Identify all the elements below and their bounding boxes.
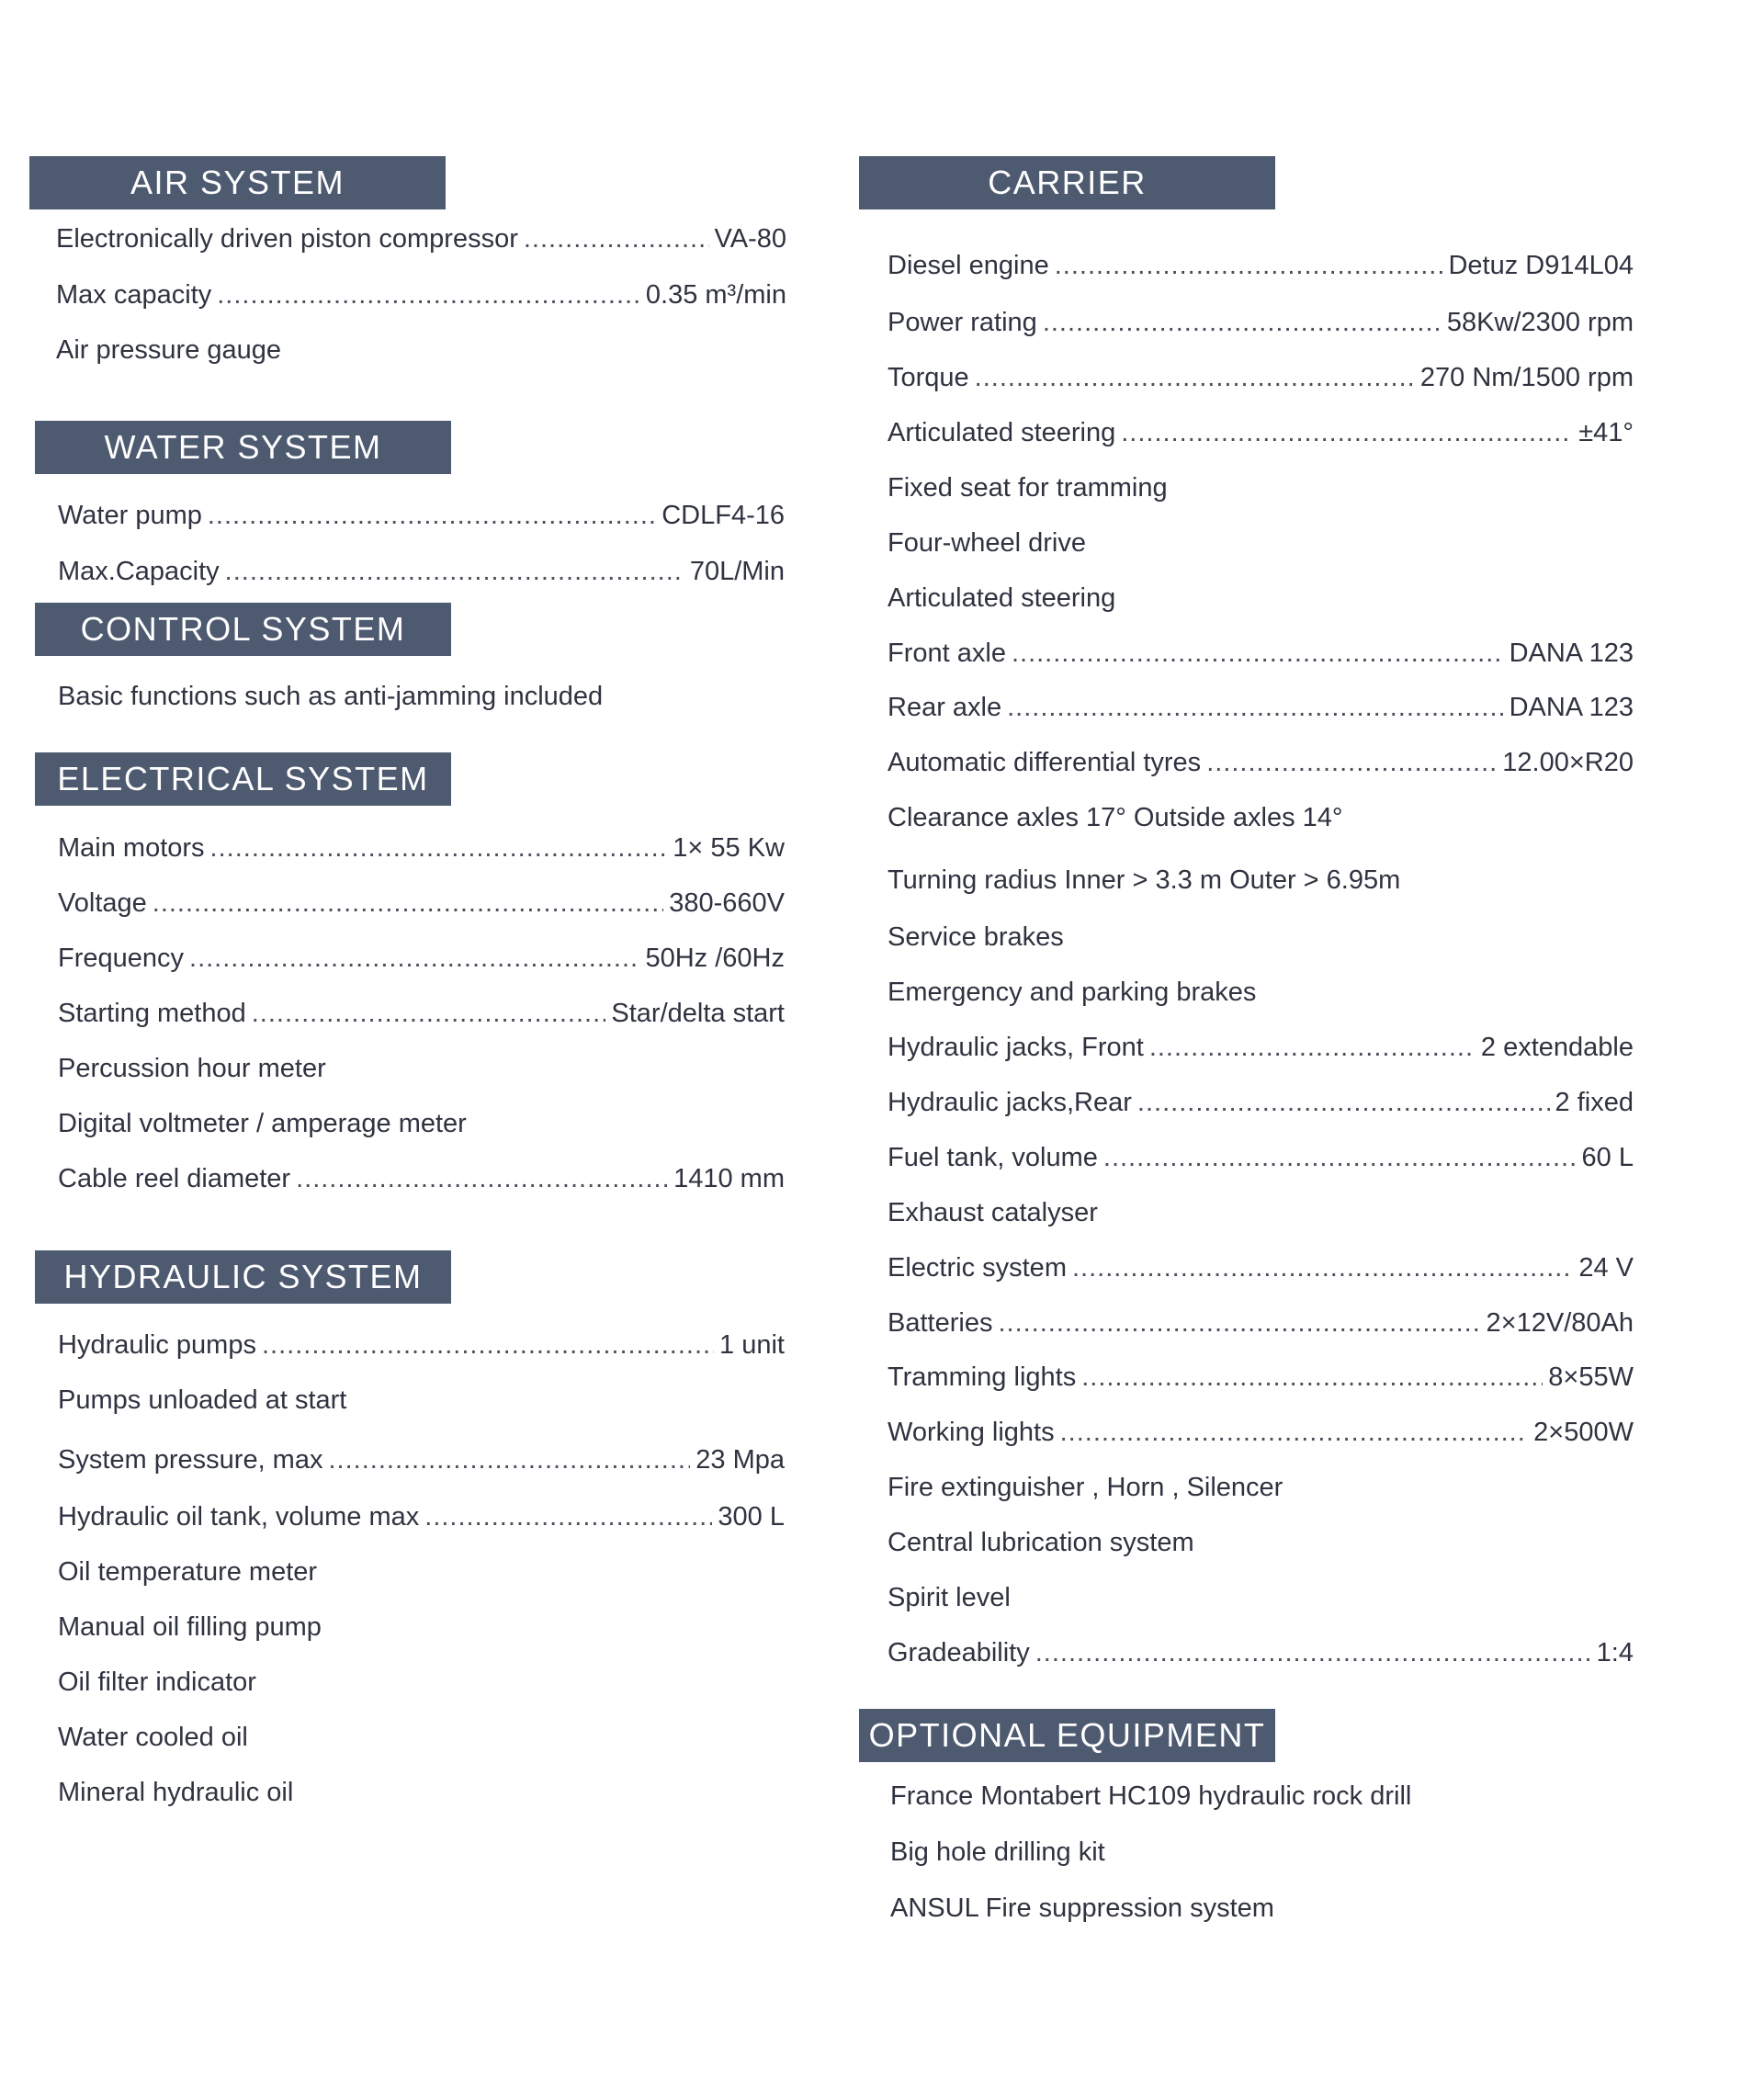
spec-label: Water cooled oil	[58, 1723, 248, 1752]
spec-row	[58, 678, 785, 715]
spec-row	[58, 1719, 785, 1756]
spec-row	[888, 1249, 1634, 1286]
dot-leader	[998, 1305, 1480, 1341]
spec-label: Oil temperature meter	[58, 1557, 318, 1587]
spec-row	[888, 1469, 1634, 1506]
spec-row	[888, 1139, 1634, 1176]
spec-label: Automatic differential tyres	[888, 748, 1202, 777]
spec-value: 24 V	[1578, 1253, 1634, 1283]
spec-row	[58, 1050, 785, 1087]
spec-label: Emergency and parking brakes	[888, 978, 1257, 1007]
spec-label: Spirit level	[888, 1583, 1011, 1612]
spec-label: Pumps unloaded at start	[58, 1385, 347, 1415]
spec-row	[888, 974, 1634, 1011]
spec-label: Turning radius Inner > 3.3 m Outer > 6.95m	[888, 865, 1401, 895]
spec-value: ±41°	[1578, 418, 1634, 447]
spec-label: Working lights	[888, 1418, 1055, 1447]
electrical-section-title: ELECTRICAL SYSTEM	[35, 752, 451, 806]
dot-leader	[210, 830, 668, 866]
spec-value: 58Kw/2300 rpm	[1446, 308, 1634, 337]
spec-label: Articulated steering	[888, 583, 1116, 613]
spec-label: Basic functions such as anti-jamming included	[58, 682, 604, 711]
dot-leader	[1081, 1359, 1543, 1396]
spec-label: Diesel engine	[888, 251, 1049, 280]
spec-label: Batteries	[888, 1308, 993, 1338]
spec-label: Articulated steering	[888, 418, 1116, 447]
spec-label: Frequency	[58, 944, 185, 973]
spec-row	[888, 469, 1634, 506]
spec-row	[888, 1414, 1634, 1451]
spec-label: System pressure, max	[58, 1445, 323, 1475]
spec-row	[888, 359, 1634, 396]
spec-row	[890, 1890, 1625, 1927]
spec-row	[888, 635, 1634, 672]
spec-label: Mineral hydraulic oil	[58, 1778, 294, 1807]
spec-value: 60 L	[1581, 1143, 1634, 1172]
dot-leader	[1055, 247, 1443, 284]
spec-row	[58, 1441, 785, 1478]
spec-label: Starting method	[58, 999, 246, 1028]
dot-leader	[225, 553, 684, 590]
dot-leader	[1137, 1084, 1550, 1121]
spec-label: Fire extinguisher , Horn , Silencer	[888, 1473, 1283, 1502]
optional-section-title: OPTIONAL EQUIPMENT	[859, 1709, 1275, 1762]
spec-row	[888, 414, 1634, 451]
hydraulic-section-title: HYDRAULIC SYSTEM	[35, 1250, 451, 1304]
spec-row	[58, 1105, 785, 1142]
spec-label: Torque	[888, 363, 969, 392]
spec-label: Voltage	[58, 888, 147, 918]
spec-label: Hydraulic oil tank, volume max	[58, 1502, 420, 1532]
spec-label: ANSUL Fire suppression system	[890, 1893, 1274, 1923]
dot-leader	[262, 1327, 714, 1363]
spec-value: 1:4	[1596, 1638, 1634, 1667]
dot-leader	[189, 940, 639, 977]
spec-row	[58, 1498, 785, 1535]
spec-label: Main motors	[58, 833, 205, 863]
spec-value: 1× 55 Kw	[673, 833, 785, 863]
dot-leader	[1206, 744, 1497, 781]
spec-value: 70L/Min	[689, 557, 785, 586]
spec-value: 8×55W	[1548, 1362, 1634, 1392]
spec-label: Rear axle	[888, 693, 1002, 722]
dot-leader	[153, 885, 663, 921]
spec-row	[58, 1774, 785, 1811]
dot-leader	[975, 359, 1415, 396]
spec-row	[888, 247, 1634, 284]
spec-label: Digital voltmeter / amperage meter	[58, 1109, 467, 1138]
dot-leader	[424, 1498, 712, 1535]
dot-leader	[1035, 1634, 1591, 1671]
spec-label: Percussion hour meter	[58, 1054, 326, 1083]
spec-row	[888, 744, 1634, 781]
spec-label: France Montabert HC109 hydraulic rock drill	[890, 1781, 1412, 1811]
spec-value: 1410 mm	[673, 1164, 785, 1193]
water-section-title: WATER SYSTEM	[35, 421, 451, 474]
spec-label: Power rating	[888, 308, 1037, 337]
spec-label: Big hole drilling kit	[890, 1837, 1105, 1867]
spec-row	[888, 1524, 1634, 1561]
spec-row	[58, 1382, 785, 1419]
spec-row	[890, 1834, 1625, 1871]
spec-row	[58, 830, 785, 866]
spec-value: DANA 123	[1509, 693, 1634, 722]
spec-label: Service brakes	[888, 922, 1064, 952]
spec-value: 2 fixed	[1555, 1088, 1634, 1117]
dot-leader	[1149, 1029, 1476, 1066]
spec-row	[58, 885, 785, 921]
spec-value: 0.35 m³/min	[645, 280, 786, 310]
spec-row	[58, 497, 785, 534]
spec-row	[888, 1359, 1634, 1396]
spec-value: 270 Nm/1500 rpm	[1419, 363, 1634, 392]
spec-row	[58, 995, 785, 1032]
spec-value: Star/delta start	[611, 999, 785, 1028]
dot-leader	[328, 1441, 690, 1478]
spec-label: Clearance axles 17° Outside axles 14°	[888, 803, 1343, 832]
spec-value: 2×500W	[1533, 1418, 1634, 1447]
spec-row	[58, 553, 785, 590]
spec-label: Cable reel diameter	[58, 1164, 291, 1193]
spec-value: CDLF4-16	[662, 501, 785, 530]
spec-label: Hydraulic jacks, Front	[888, 1033, 1144, 1062]
spec-row	[888, 919, 1634, 955]
dot-leader	[1043, 304, 1442, 341]
spec-value: 1 unit	[719, 1330, 785, 1360]
spec-label: Electronically driven piston compressor	[56, 224, 518, 254]
spec-row	[888, 1305, 1634, 1341]
spec-label: Tramming lights	[888, 1362, 1077, 1392]
spec-row	[58, 1664, 785, 1701]
dot-leader	[524, 220, 709, 257]
spec-label: Hydraulic jacks,Rear	[888, 1088, 1132, 1117]
spec-row	[888, 1634, 1634, 1671]
dot-leader	[217, 277, 640, 313]
spec-value: 12.00×R20	[1502, 748, 1634, 777]
spec-row	[890, 1778, 1625, 1814]
spec-label: Exhaust catalyser	[888, 1198, 1098, 1227]
spec-row	[58, 1327, 785, 1363]
spec-value: 23 Mpa	[695, 1445, 785, 1475]
spec-row	[56, 220, 786, 257]
dot-leader	[1007, 689, 1503, 726]
spec-row	[888, 862, 1634, 899]
dot-leader	[208, 497, 656, 534]
carrier-section-title: CARRIER	[859, 156, 1275, 209]
spec-row	[888, 304, 1634, 341]
spec-label: Fuel tank, volume	[888, 1143, 1098, 1172]
control-section-title: CONTROL SYSTEM	[35, 603, 451, 656]
spec-label: Four-wheel drive	[888, 528, 1086, 558]
spec-value: 2 extendable	[1480, 1033, 1634, 1062]
spec-label: Electric system	[888, 1253, 1067, 1283]
spec-value: 2×12V/80Ah	[1486, 1308, 1634, 1338]
spec-label: Max.Capacity	[58, 557, 220, 586]
spec-row	[56, 332, 786, 368]
dot-leader	[1072, 1249, 1573, 1286]
spec-row	[58, 1609, 785, 1645]
spec-label: Water pump	[58, 501, 202, 530]
dot-leader	[296, 1160, 668, 1197]
spec-row	[888, 525, 1634, 561]
spec-value: 300 L	[718, 1502, 785, 1532]
spec-label: Air pressure gauge	[56, 335, 282, 365]
spec-label: Manual oil filling pump	[58, 1612, 322, 1642]
dot-leader	[1012, 635, 1504, 672]
spec-label: Max capacity	[56, 280, 212, 310]
dot-leader	[1121, 414, 1573, 451]
spec-label: Front axle	[888, 639, 1006, 668]
spec-label: Gradeability	[888, 1638, 1030, 1667]
spec-row	[888, 1194, 1634, 1231]
spec-label: Hydraulic pumps	[58, 1330, 256, 1360]
spec-value: DANA 123	[1509, 639, 1634, 668]
spec-value: 380-660V	[669, 888, 785, 918]
spec-value: 50Hz /60Hz	[645, 944, 785, 973]
spec-label: Oil filter indicator	[58, 1667, 256, 1697]
spec-row	[888, 580, 1634, 616]
spec-row	[58, 940, 785, 977]
spec-value: VA-80	[714, 224, 786, 254]
spec-row	[888, 1084, 1634, 1121]
spec-row	[58, 1554, 785, 1590]
spec-label: Central lubrication system	[888, 1528, 1194, 1557]
spec-row	[56, 277, 786, 313]
spec-row	[888, 689, 1634, 726]
spec-label: Fixed seat for tramming	[888, 473, 1168, 503]
spec-row	[888, 1029, 1634, 1066]
spec-row	[58, 1160, 785, 1197]
dot-leader	[1103, 1139, 1577, 1176]
spec-row	[888, 1579, 1634, 1616]
spec-row	[888, 799, 1634, 836]
dot-leader	[252, 995, 606, 1032]
air-section-title: AIR SYSTEM	[29, 156, 446, 209]
spec-value: Detuz D914L04	[1448, 251, 1634, 280]
dot-leader	[1060, 1414, 1529, 1451]
